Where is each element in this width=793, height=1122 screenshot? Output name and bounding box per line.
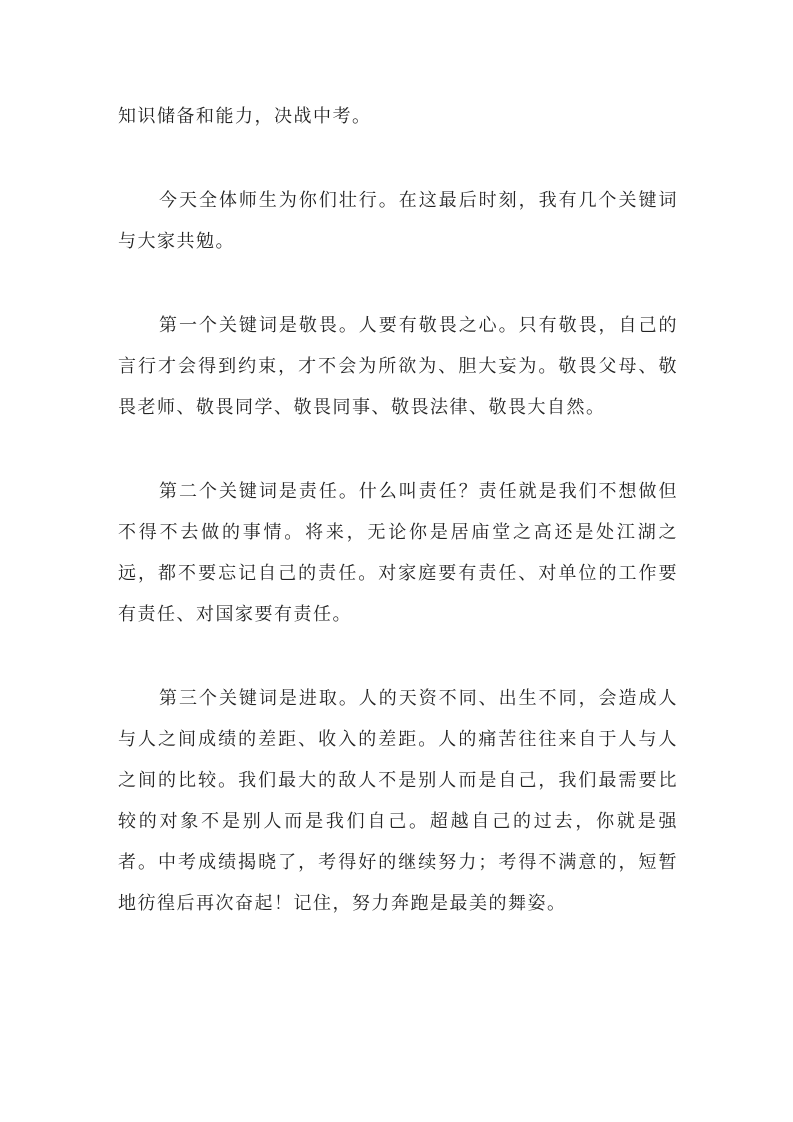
paragraph-keyword-enterprise: 第三个关键词是进取。人的天资不同、出生不同，会造成人与人之间成绩的差距、收入的差距。人的痛苦往往来自于人与人之间的比较。我们最大的敌人不是别人而是自己，我们最需要比较的对象不是别人而是我们自己。超越自己的过去，你就是强者。中考成绩揭晓了，考得好的继续努力；考得不满意的，短暂地彷徨后再次奋起！记住，努力奔跑是最美的舞姿。: [118, 688, 678, 914]
document-body: [118, 96, 678, 967]
paragraph-keyword-awe: 第一个关键词是敬畏。人要有敬畏之心。只有敬畏，自己的言行才会得到约束，才不会为所欲为、胆大妄为。敬畏父母、敬畏老师、敬畏同学、敬畏同事、敬畏法律、敬畏大自然。: [118, 315, 678, 418]
paragraph-keyword-responsibility: 第二个关键词是责任。什么叫责任？责任就是我们不想做但不得不去做的事情。将来，无论你是居庙堂之高还是处江湖之远，都不要忘记自己的责任。对家庭要有责任、对单位的工作要有责任、对国家要有责任。: [118, 481, 678, 625]
paragraph-continuation: 知识储备和能力，决战中考。: [118, 106, 372, 127]
paragraph-farewell: 今天全体师生为你们壮行。在这最后时刻，我有几个关键词与大家共勉。: [118, 190, 678, 252]
